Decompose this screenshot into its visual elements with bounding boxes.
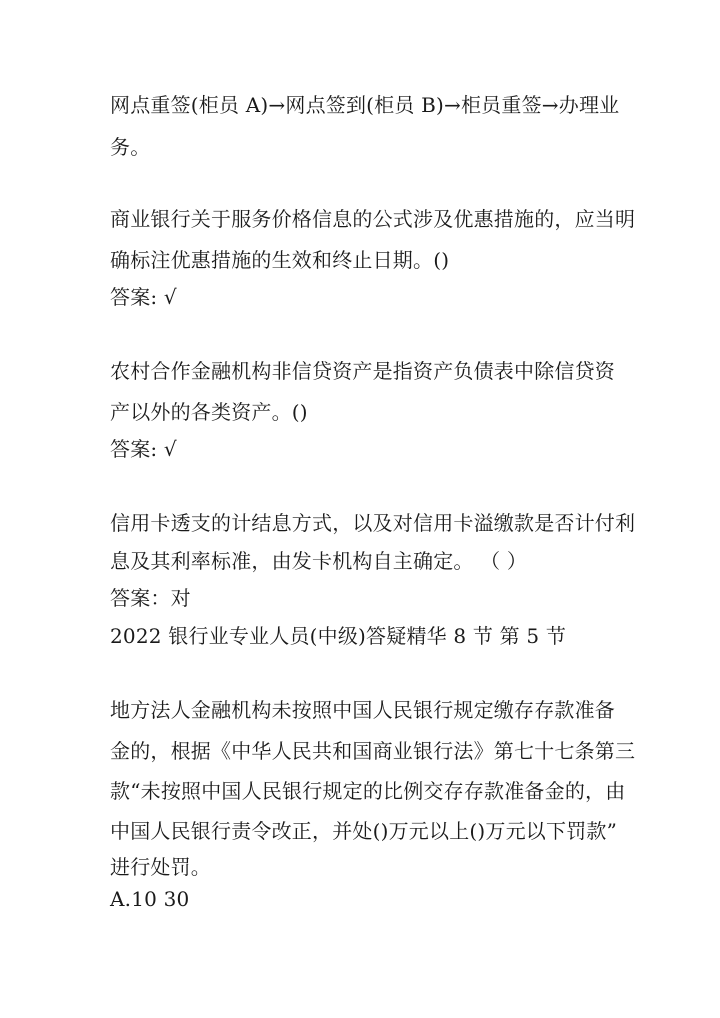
question-line: 确标注优惠措施的生效和终止日期。() xyxy=(110,248,450,272)
question-line: 款“未按照中国人民银行规定的比例交存存款准备金的，由 xyxy=(110,779,626,803)
paragraph-line: 网点重签(柜员 A)→网点签到(柜员 B)→柜员重签→办理业 xyxy=(110,93,620,117)
question-line: 息及其利率标准，由发卡机构自主确定。 （ ） xyxy=(110,549,528,573)
answer-line: 答案：对 xyxy=(110,586,191,610)
answer-line: 答案: √ xyxy=(110,285,177,309)
question-line: 地方法人金融机构未按照中国人民银行规定缴存存款准备 xyxy=(110,698,615,722)
answer-line: 答案: √ xyxy=(110,437,177,461)
question-line: 农村合作金融机构非信贷资产是指资产负债表中除信贷资 xyxy=(110,359,615,383)
question-line: 商业银行关于服务价格信息的公式涉及优惠措施的，应当明 xyxy=(110,207,636,231)
paragraph-line: 务。 xyxy=(110,135,151,159)
section-title: 2022 银行业专业人员(中级)答疑精华 8 节 第 5 节 xyxy=(110,624,567,648)
option-a: A.10 30 xyxy=(110,887,190,911)
question-line: 金的，根据《中华人民共和国商业银行法》第七十七条第三 xyxy=(110,739,636,763)
question-line: 信用卡透支的计结息方式，以及对信用卡溢缴款是否计付利 xyxy=(110,511,636,535)
question-line: 产以外的各类资产。() xyxy=(110,400,308,424)
question-line: 中国人民银行责令改正，并处()万元以上()万元以下罚款” xyxy=(110,819,618,843)
question-line: 进行处罚。 xyxy=(110,855,211,879)
